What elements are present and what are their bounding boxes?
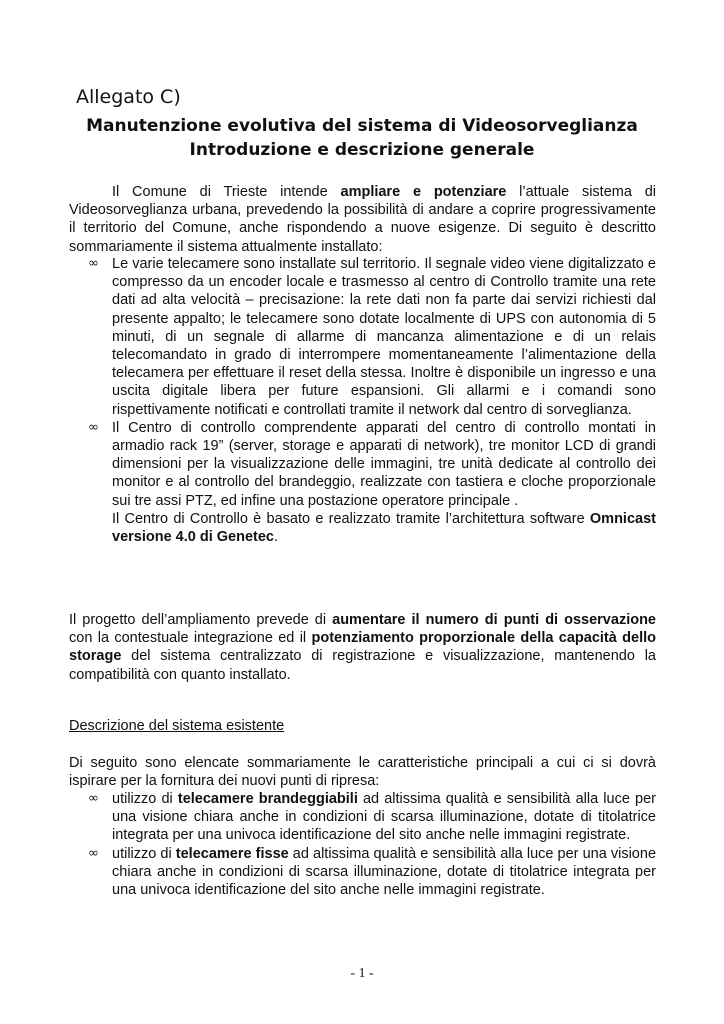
- features-bullet-list: [69, 790, 656, 899]
- bullet-continuation: [112, 510, 656, 546]
- feature-emphasis: telecamere fisse: [175, 845, 289, 862]
- project-text-3: del sistema centralizzato di registrazione e visualizzazione, mantenendo la compatibilità con quanto installato.: [69, 648, 656, 683]
- bullet-text: Le varie telecamere sono installate sul territorio. Il segnale video viene digitalizzato e compresso da un encoder locale e trasmesso al centro di Controllo tramite una rete dati ad alta velocità – precisazione: la rete dati non fa parte dai servizi richiesti dal presente appalto; le telecamere sono dotate localmente di UPS con autonomia di 5 minuti, di un segnale di allarme di mancanza alimentazione e di un relais telecomandato in grado di interrompere momentaneamente l’alimentazione della telecamera per effettuare il reset della stessa. Inoltre è disponibile un ingresso e una uscita digitale libera per future espansioni. Gli allarmi e i comandi sono rispettivamente notificati e controllati tramite il network dal centro di sorveglianza.: [112, 256, 656, 418]
- project-paragraph: [69, 611, 656, 684]
- system-bullet-list: [69, 255, 656, 546]
- project-text: Il progetto dell’ampliamento prevede di: [69, 612, 333, 628]
- list-item: [69, 790, 656, 845]
- list-item: [69, 255, 656, 419]
- project-text-2: con la contestuale integrazione ed il: [69, 630, 312, 647]
- infinity-bullet-icon: ∞: [88, 845, 99, 861]
- feature-text-cont: ad altissima qualità e sensibilità alla luce per una visione chiara anche in condizioni di scarsa illuminazione, dotate di titolatrice integrata per una univoca identificazione del sito anche nelle immagini registrate.: [112, 845, 657, 899]
- section-heading: Descrizione del sistema esistente: [69, 718, 285, 734]
- infinity-bullet-icon: ∞: [88, 419, 99, 435]
- feature-emphasis: telecamere brandeggiabili: [177, 791, 358, 807]
- infinity-bullet-icon: ∞: [88, 791, 99, 806]
- intro-text: Il Comune di Trieste intende: [112, 184, 341, 200]
- software-name: Omnicast versione 4.0 di Genetec: [112, 510, 656, 546]
- project-emphasis-2: potenziamento proporzionale della capacità dello storage: [69, 630, 657, 665]
- document-title: Manutenzione evolutiva del sistema di Videosorveglianza: [86, 116, 638, 136]
- document-subtitle: Introduzione e descrizione generale: [189, 140, 535, 160]
- feature-text: utilizzo di: [112, 845, 176, 862]
- intro-text-cont: l’attuale sistema di Videosorveglianza urbana, prevedendo la possibilità di andare a coprire progressivamente il territorio del Comune, anche rispondendo a nuove esigenze. Di seguito è descritto sommariamente il sistema attualmente installato:: [69, 184, 656, 255]
- continuation-text: Il Centro di Controllo è basato e realizzato tramite l’architettura software: [112, 510, 590, 527]
- bullet-text: Il Centro di controllo comprendente apparati del centro di controllo montati in armadio rack 19” (server, storage e apparati di network), tre monitor LCD di grandi dimensioni per la visualizzazione delle immagini, tre unità dedicate al controllo dei monitor e al controllo del brandeggio, realizzate con tastiera e cloche proporzionale sui tre assi PTZ, ed infine una postazione operatore principale .: [112, 419, 656, 509]
- list-item: [69, 845, 656, 900]
- list-item: [69, 419, 656, 546]
- project-emphasis-1: aumentare il numero di punti di osservazione: [332, 612, 656, 628]
- features-intro: Di seguito sono elencate sommariamente le caratteristiche principali a cui ci si dovrà ispirare per la fornitura dei nuovi punti di ripresa:: [69, 755, 656, 790]
- continuation-end: .: [274, 529, 279, 546]
- feature-text-cont: ad altissima qualità e sensibilità alla luce per una visione chiara anche in condizioni di scarsa illuminazione, dotate di titolatrice integrata per una univoca identificazione del sito anche nelle immagini registrate.: [112, 791, 656, 844]
- intro-emphasis: ampliare e potenziare: [340, 184, 507, 200]
- intro-paragraph: [69, 183, 656, 256]
- document-label: Allegato C): [76, 86, 181, 108]
- feature-text: utilizzo di: [112, 791, 178, 807]
- page-number: - 1 -: [350, 966, 374, 981]
- infinity-bullet-icon: ∞: [88, 256, 99, 271]
